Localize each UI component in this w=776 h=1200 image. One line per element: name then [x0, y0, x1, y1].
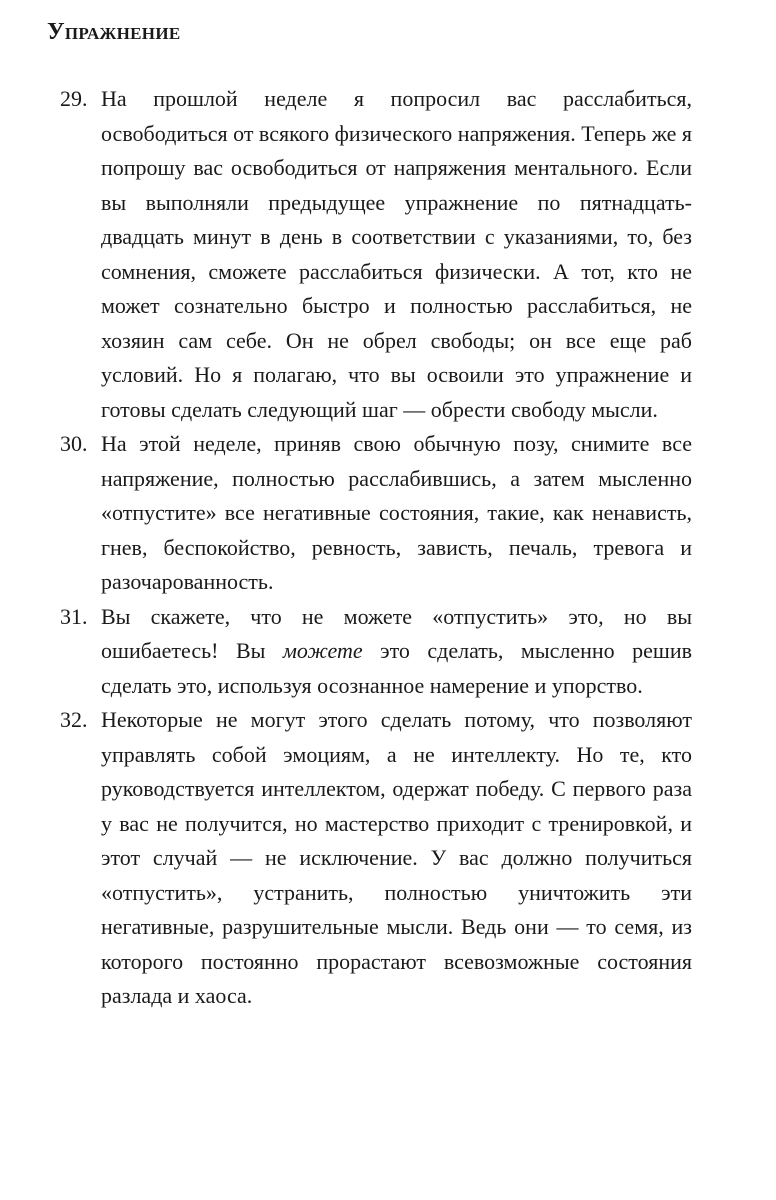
item-number: 32.: [60, 707, 88, 732]
item-text: На прошлой неделе я попросил вас расслабиться, освободиться от всякого физического напряжения. Теперь же я попрошу вас освободиться от напряжения ментального. Если вы выполняли предыдущее упражнение по пятнадцать-двадцать минут в день в соответствии с указаниями, то, без сомнения, сможете расслабиться физически. А тот, кто не может сознательно быстро и полностью расслабиться, не хозяин сам себе. Он не обрел свободы; он все еще раб условий. Но я полагаю, что вы освоили это упражнение и готовы сделать следующий шаг — обрести свободу мысли.: [101, 86, 693, 422]
exercise-item-29: [60, 82, 692, 427]
item-text-before: Вы скажете, что не можете «отпустить» это, но вы ошибаетесь! Вы: [101, 603, 692, 663]
page-heading: Упражнение: [47, 19, 181, 45]
item-number: 31.: [60, 603, 88, 629]
exercise-list: [60, 82, 692, 1014]
item-text: На этой неделе, приняв свою обычную позу, снимите все напряжение, полностью расслабившись, а затем мысленно «отпустите» все негативные состояния, такие, как ненависть, гнев, беспокойство, ревность, зависть, печаль, тревога и разочарованность.: [101, 431, 692, 594]
exercise-item-32: [60, 703, 692, 1014]
item-number: 30.: [60, 431, 88, 456]
item-text: Некоторые не могут этого сделать потому, что позволяют управлять собой эмоциям, а не интеллекту. Но те, кто руководствуется интеллектом, одержат победу. С первого раза у вас не получится, но мастерство приходит с тренировкой, и этот случай — не исключение. У вас должно получиться «отпустить», устранить, полностью уничтожить эти негативные, разрушительные мысли. Ведь они — то семя, из которого постоянно прорастают всевозможные состояния разлада и хаоса.: [101, 707, 692, 1008]
item-text-emphasis: можете: [282, 638, 363, 663]
item-number: 29.: [60, 86, 88, 111]
item-text-after: это сделать, мысленно решив сделать это, используя осознанное намерение и упорство.: [101, 638, 692, 698]
exercise-item-31: [60, 600, 692, 704]
exercise-item-30: [60, 427, 692, 600]
item-text: [101, 600, 692, 704]
